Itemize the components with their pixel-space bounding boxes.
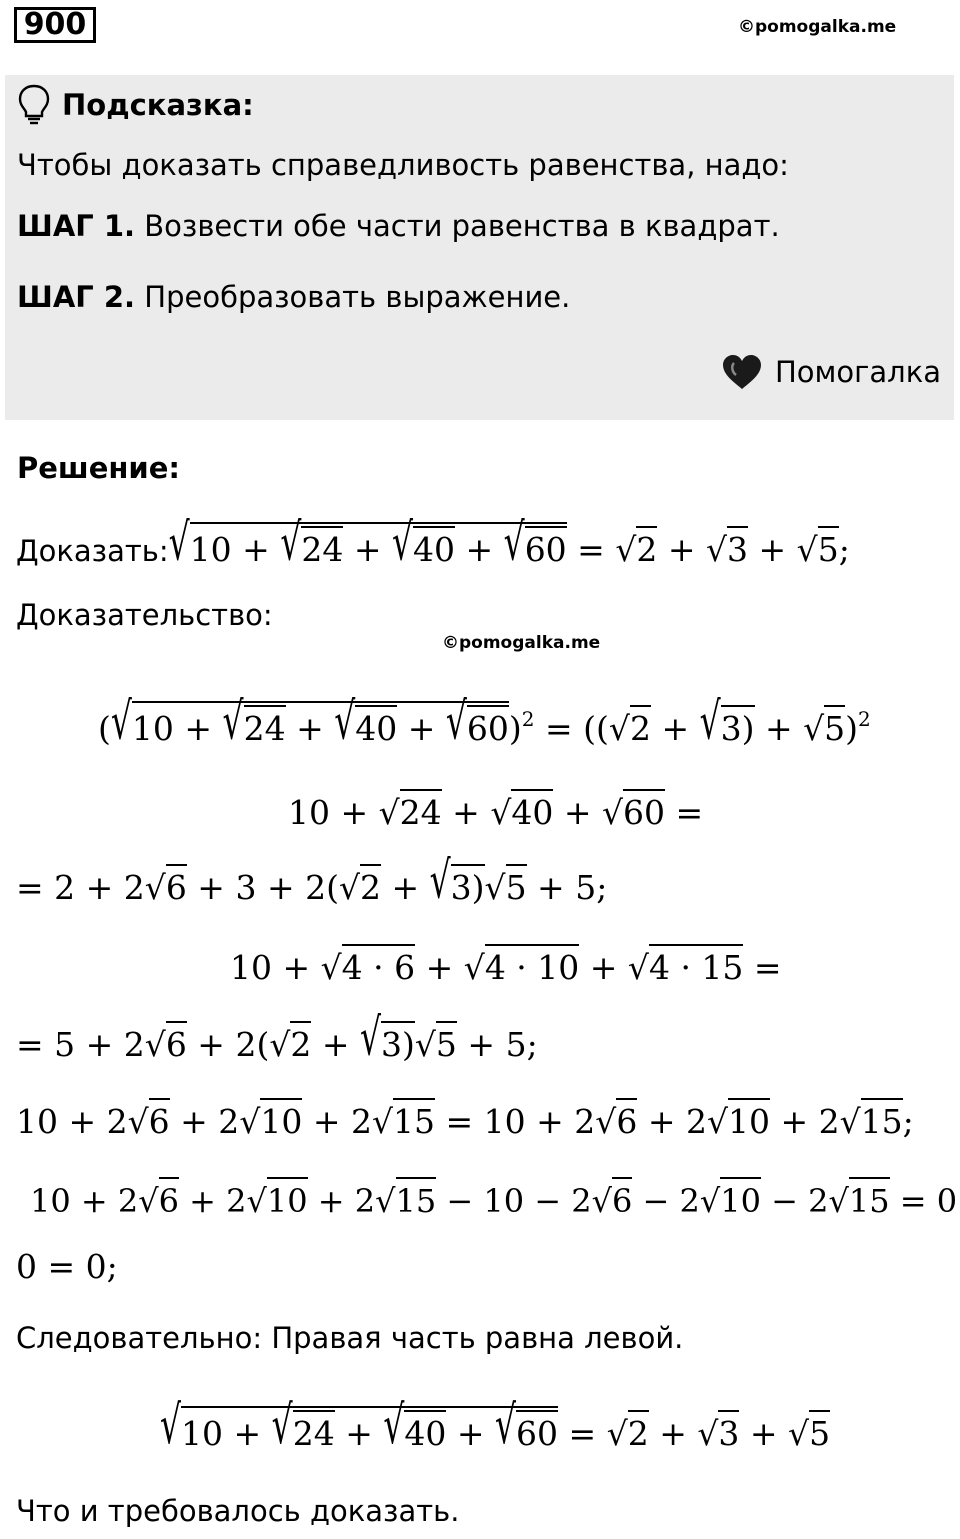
equation-factored-left: 10 + √4 · 6 + √4 · 10 + √4 · 15 =: [230, 944, 782, 988]
equation-difference: 10 + 2√6 + 2√10 + 2√15 − 10 − 2√6 − 2√10 − 2√15 = 0: [30, 1177, 957, 1221]
equation-squared: $(√10 + √24 + √40 + √60)^2 = ((√2 + √3) + √5)^2$: [98, 690, 871, 751]
watermark-top: ©pomogalka.me: [738, 17, 897, 37]
final-equation: √10 + √24 + √40 + √60 = √2 + √3 + √5: [160, 1393, 831, 1456]
step-2-label: ШАГ 2.: [17, 280, 136, 314]
heart-icon: [721, 353, 763, 395]
prove-formula: √10 + √24 + √40 + √60 = √2 + √3 + √5;: [168, 511, 850, 572]
hint-box: [5, 75, 954, 420]
prove-line: [16, 511, 850, 572]
lightbulb-icon: [17, 83, 51, 129]
hint-intro: Чтобы доказать справедливость равенства, надо:: [17, 148, 789, 182]
equation-factored-right: = 5 + 2√6 + 2(√2 + √3)√5 + 5;: [16, 1006, 538, 1067]
hint-step-1: [17, 209, 780, 243]
step-1-label: ШАГ 1.: [17, 209, 136, 243]
step-2-text: Преобразовать выражение.: [135, 280, 571, 314]
equation-expanded-left: 10 + √24 + √40 + √60 =: [288, 789, 703, 833]
conclusion-text: Следовательно: Правая часть равна левой.: [16, 1321, 684, 1355]
solution-heading: Решение:: [17, 451, 181, 485]
prove-label: Доказать:: [16, 534, 169, 568]
final-note: Что и требовалось доказать.: [16, 1494, 460, 1528]
task-number: 900: [14, 7, 96, 43]
equation-simplified: 10 + 2√6 + 2√10 + 2√15 = 10 + 2√6 + 2√10 + 2√15;: [16, 1098, 914, 1142]
brand-name: Помогалка: [775, 355, 941, 389]
hint-title: Подсказка:: [62, 88, 254, 122]
proof-label: Доказательство:: [16, 598, 273, 632]
step-1-text: Возвести обе части равенства в квадрат.: [135, 209, 780, 243]
watermark-middle: ©pomogalka.me: [442, 633, 601, 653]
equation-zero: 0 = 0;: [16, 1247, 118, 1286]
equation-expanded-right: = 2 + 2√6 + 3 + 2(√2 + √3)√5 + 5;: [16, 849, 608, 910]
hint-step-2: [17, 280, 570, 314]
